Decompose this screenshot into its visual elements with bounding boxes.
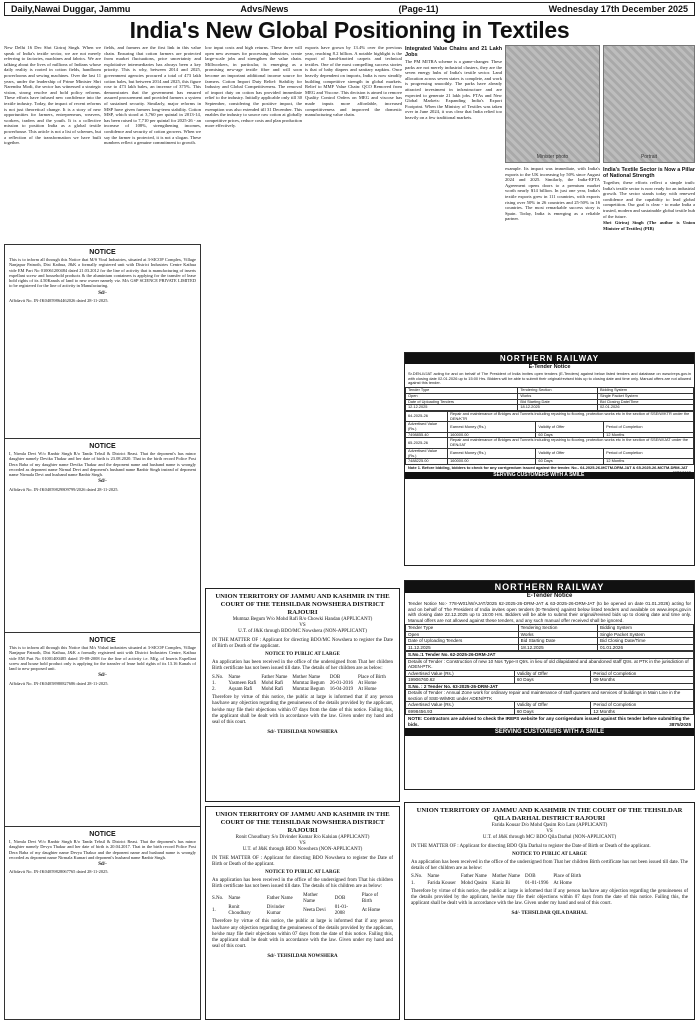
table-cell: 1.: [212, 908, 216, 914]
table-cell: At Home: [553, 880, 572, 886]
notice-signature: Sd/-: [98, 862, 107, 868]
portrait-photo: [603, 45, 695, 163]
table-cell: 01-01-2008: [334, 905, 349, 917]
article-column-3: [205, 45, 302, 235]
children-table: [212, 893, 393, 918]
court-title: UNION TERRITORY OF JAMMU AND KASHMIR IN THE COURT OF THE TEHSILDAR NOWSHERA DISTRICT RAJOURI: [215, 593, 390, 616]
table-cell: 12 Months: [591, 708, 694, 715]
table-cell: Kaniz Bi: [492, 880, 511, 886]
masthead-paper-name: Daily,Nawai Duggar, Jammu: [11, 4, 131, 14]
table-cell: At Home: [358, 687, 377, 693]
subheading: India's Textile Sector is Now a Pillar of National Strength: [603, 167, 695, 179]
table-cell: Open: [406, 631, 519, 638]
article-text: example. Its impact was immediate, with India's exports to the UK increasing by 50% since August 2024 and 2025. Similarly, the India-EFTA Agreement opens doors to a premium market worth nearly $14 billion. In just one year, India's textile exports grew in 111 countries, with exports rising over 50% in 26 countries and 25-50% in 16 countries. The most remarkable success story is Spain. Today, India is emerging as a reliable partner.: [505, 166, 600, 222]
table-cell: Mohd Rafi: [261, 687, 284, 693]
table-cell: Bid Starting Date: [518, 638, 597, 645]
article-text: New Delhi 16 Dec Shri Giriraj Singh. When we speak of India's textile sector, we are not merely referring to factories, machines and fabrics. We are talking about the lives of millions of Indians whose daily reality is rooted in cotton fields, handloom powerlooms and sewing machines. Over the last 11 years, under the leadership of Prime Minister Shri Narendra Modi, the sector has witnessed a strategic vision, strong resolve and bold policy reforms. These efforts have infused new confidence into the textile industry. Today, the impact of recent reforms is not just theoretical change. It is a story of new opportunities for farmers, entrepreneurs, weavers, workers, traders and the youth. It is a collective mission to position India as a global textile powerhouse. This article is not a list of schemes, but a reflection of the transformation we have built together.: [4, 45, 101, 146]
court-heading: NOTICE TO PUBLIC AT LARGE: [512, 851, 587, 857]
table-cell: Validity of Offer: [536, 422, 604, 432]
railway-subtitle: E-Tender Notice: [526, 593, 573, 599]
subheading: Integrated Value Chains and 21 Lakh Jobs: [405, 46, 502, 58]
masthead-section: Advs/News: [240, 4, 289, 14]
court-matter: IN THE MATTER OF : Applicant for directing BDO/MC Nowshera to register the Date of Birth or Death of the applicant.: [212, 637, 393, 649]
notice-title: NOTICE: [89, 831, 116, 838]
table-cell: 26-01-2016: [329, 680, 354, 686]
table-cell: 65-2025-26: [406, 438, 448, 448]
railway-title: NORTHERN RAILWAY: [405, 353, 694, 364]
railway-footer: SERVING CUSTOMERS WITH A SMILE: [405, 472, 694, 479]
table-cell: Mother Name: [292, 674, 321, 680]
notice-signature: Sd/-: [98, 673, 107, 679]
table-cell: 01-01-1996: [525, 880, 549, 886]
court-heading: NOTICE TO PUBLIC AT LARGE: [265, 652, 340, 658]
table-cell: Repair and maintenance of Bridges and Tunnels including repairing to flooring, protection works etc in the section of SSE/W/KTR under the DEN/KTR: [448, 411, 694, 421]
notice-signature: Sd/-: [98, 479, 107, 485]
table-cell: At Home: [361, 908, 381, 914]
table-cell: S.No.: [212, 674, 224, 680]
table-cell: S.No.: [411, 874, 423, 880]
notice-title: NOTICE: [89, 637, 116, 644]
railway-note-text: NOTE: Contractors are advised to check the IREPS website for any corrigendum issued against this tender before submitting the bids.: [408, 716, 690, 727]
table-cell: 01.01.2026: [598, 644, 694, 651]
table-cell: 19906760.62: [406, 677, 515, 684]
court-vs: VS: [299, 623, 306, 629]
table-cell: Mother Name: [303, 892, 318, 904]
table-cell: Single Packet System: [598, 631, 694, 638]
court-applicant: Ronit Choudhary S/o Divinder Kumar R/o Kalsian (APPLICANT): [235, 835, 370, 840]
railway-tender-notice-2: [404, 580, 695, 790]
table-cell: 1.: [411, 880, 415, 886]
table-cell: DOB: [525, 874, 536, 880]
table-cell: Advertised Value (Rs.): [406, 670, 515, 677]
table-cell: Works: [518, 393, 598, 399]
notice-box: [5, 245, 200, 439]
table-cell: Ronit Choudhary: [228, 905, 251, 917]
table-cell: Date of Uploading Tenders: [406, 399, 518, 405]
table-cell: 12.12.2025: [406, 405, 518, 411]
notice-box: [5, 633, 200, 827]
court-body: An application has been received in the office of the undersigned from That her children Birth certificate has not been issued till date. The details of her children are as below:: [212, 660, 393, 672]
notice-body: I, Nirmla Devi W/o Ranbir Singh R/o Tanda Tehsil & District Reasi. That the deponent's has minor daughter namely Devika Thakur and her date of birth is 23.08.2020. That in the birth record Police Post Dera Baba of my daughter name Devika Thakur and the deponent name and husband name is wrongly recorded as deponent name Nirmal Devi and deponent's husband name Ranbir Singh instead of deponent name Nirmala Devi and husband name Ranbir Singh.: [9, 451, 196, 478]
table-cell: Period of Completion: [604, 448, 694, 458]
court-respondent: U.T. of J&K through BDO/MC Nowshera (NON-APPLICANT): [238, 629, 367, 635]
notice-box: [5, 827, 200, 1020]
table-cell: 60 Days: [536, 432, 604, 438]
table-cell: 11.12.2025: [406, 644, 519, 651]
article-column-5: [405, 45, 502, 235]
court-notice-2: [205, 806, 400, 1020]
masthead-page-number: (Page-11): [398, 4, 439, 14]
table-cell: Bidding System: [598, 625, 694, 632]
table-cell: 18.12.2025: [518, 644, 597, 651]
table-cell: Divinder Kumar: [266, 905, 285, 917]
notice-affidavit: Affidavit No. IN-JK04058980827686 dated 28-11-2025.: [9, 680, 109, 686]
railway-footer: SERVING CUSTOMERS WITH A SMILE: [405, 728, 694, 736]
court-respondent: U.T. of J&K through BDO Nowshera (NON-APPLICANT): [242, 847, 363, 853]
court-respondent: U.T. of J&K through MC/ BDO Qila Darhal (NON-APPLICANT): [482, 835, 617, 841]
table-cell: DOB: [329, 674, 341, 680]
table-cell: Details of Tender : Annual Zone work for ordinary repair and maintenance of staff quarters and services of buildings in Main Line in the section of SSE-W/MKE under ADEN/PTK: [406, 690, 694, 702]
table-cell: Aqsam Rafi: [228, 687, 253, 693]
article-text: exports have grown by 13.4% over the previous year, reaching 8.2 billion. A notable highlight is the export of hand-knotted carpets and technical textiles. One of the most compelling success stories is that of baby diapers and sanitary napkins. Once heavily dependent on imports, India is now steadily building competitive strength in global markets. Relief to MMF Value Chain: QCO Removed from MEG and Viscose. This decision is aimed to remove Quality Control Orders on MEG and viscose has made inputs more affordable, increased competitiveness and improved the domestic manufacturing value chain.: [305, 45, 402, 118]
article-text: low input costs and high returns. These three will open new avenues for processing industries, create large-scale jobs and strengthen the value chain. Millworkers, in particular, is emerging as a promising new-age textile fibre and will soon become an important additional income source for farmers. Cotton Import Duty Relief: Stability for Industry and Global Competitiveness. The removal of import duty on cotton has provided immediate relief to the industry. Initially applicable only till 30 September, considering the positive impact, the exemption was also extended till 31 December. This enables the industry to source raw cotton at globally competitive prices, reduce costs and plan production more effectively.: [205, 45, 302, 129]
table-cell: Validity of Offer: [536, 448, 604, 458]
court-body: An application has been received in the office of the undersigned from That his children Birth certificate has not been issued till date. The details of his children are as below:: [212, 878, 393, 890]
court-closing: Therefore by virtue of this notice, the public at large is informed that if any person has/have any objection regarding the genuineness of the details provided by the applicant, he/she may file their objections within 07 days from the date of this notice. Failing this, the applicant shall be dealt with in accordance with the law. Given under my hand and seal of this court.: [411, 888, 688, 907]
railway-tender-notice-1: [404, 352, 695, 566]
table-cell: Place of Birth: [361, 892, 379, 904]
page-headline: India's New Global Positioning in Textiles: [129, 17, 570, 43]
table-cell: Bid Closing Date/Time: [598, 638, 694, 645]
table-cell: S.No.:1 Tender No. 62-2025-26-DRM-JAT: [406, 652, 694, 659]
court-notice-1: [205, 588, 400, 802]
article-column-1: [4, 45, 101, 241]
railway-items-table: [405, 411, 694, 465]
table-cell: 02.01.2026: [598, 405, 694, 411]
table-cell: 6998456.93: [406, 708, 515, 715]
masthead-date: Wednesday 17th December 2025: [548, 4, 688, 14]
table-cell: At Home: [358, 680, 377, 686]
table-cell: Validity of Offer: [514, 702, 591, 709]
notice-title: NOTICE: [89, 249, 116, 256]
article-column-6: [505, 166, 600, 235]
article-text: Together, these efforts reflect a simple truth: India's textile sector is now ready for an industrial growth. The sector stands today with renewed confidence and the capability to lead global competition. Our goal is clear - to make India a trusted, modern and sustainable global textile hub of the future.: [603, 180, 695, 219]
table-cell: Mohd Rafi: [261, 680, 284, 686]
author-byline: Shri Giriraj Singh (The author is Union Minister of Textiles) (PIB): [603, 220, 695, 231]
table-cell: 7488225.00: [406, 459, 448, 465]
court-closing: Therefore by virtue of this notice, the public at large is informed that if any person has/have any objection regarding the genuineness of the details provided by the applicant, he/she may file their objections within 07 days from the date of this notice. Failing this, the applicant shall be dealt with in accordance with the law. Given under my hand and seal of this court.: [212, 919, 393, 950]
railway-title: NORTHERN RAILWAY: [405, 581, 694, 593]
table-cell: Yasmeen Rafi: [228, 680, 257, 686]
table-cell: S.No. : 2 Tender No. 63-2025-26-DRM-JAT: [406, 683, 694, 690]
table-cell: Father Name: [266, 895, 293, 901]
notice-affidavit: Affidavit No. IN-JK04059828067765 dated 28-11-2025.: [9, 869, 109, 875]
table-cell: Bid Closing Date/Time: [598, 399, 694, 405]
table-cell: Works: [518, 631, 597, 638]
table-cell: Name: [228, 674, 241, 680]
table-cell: Bidding System: [598, 388, 694, 394]
table-cell: 18.12.2025: [518, 405, 598, 411]
table-cell: Single Packet System: [598, 393, 694, 399]
table-cell: Period of Completion: [591, 670, 694, 677]
table-cell: 12 Months: [604, 432, 694, 438]
court-signature: Sd/- TEHSILDAR NOWSHERA: [267, 954, 338, 960]
article-text: The PM MITRA scheme is a game-changer. These parks are not merely industrial clusters, they are the seven energy hubs of India's textile sector. Land allocation across seven states is complete, and work is progressing smoothly. The parks have already attracted investment in infrastructure and are expected to generate 21 lakh jobs. FTAs and New Global Markets: Expanding India's Export Footprint. When the Ministry of Textiles was taken over in June 2024, it was clear that India relied too heavily on a few traditional markets.: [405, 59, 502, 120]
table-cell: Advertised Value (Rs.): [406, 702, 515, 709]
table-cell: Period of Completion: [604, 422, 694, 432]
notice-body: I, Nirmla Devi W/o Ranbir Singh R/o Tanda Tehsil & District Reasi. That the deponent's has minor daughter namely Devya Thakur and her date of birth is 20.04.2017. That in the birth record Police Post Dera Baba of my daughter name Devya Thakur and the deponent name and husband name is wrongly recorded as deponent name Nirmala Kumari and deponent's husband name Ranbir Singh.: [9, 839, 196, 860]
table-cell: Mumtaz Begum: [292, 687, 325, 693]
article-text: fields, and farmers are the first link in this value chain. Ensuring that cotton farmers are protected from market fluctuations, price uncertainty and exploitative intermediaries has always been a key priority. This is why, between 2014 and 2025, government agencies procured a total of 473 lakh cotton bales, but between 2014 and 2025, this figure rose to 473 lakh bales, an increase of 375%. This demonstrates that the government has ensured assured procurement and provided farmers a system of sustained security. Similarly, major reforms in MSP have given farmers long-term stability. Cotton MSP, which stood at 3,760 per quintal in 2013-14, has been raised to 7,710 per quintal for 2025-26 - an increase of 108%, strengthening incomes, confidence and security of cotton growers. When we say the farmer is protected, it is not a slogan. These numbers reflect a genuine commitment to growth.: [104, 45, 201, 146]
table-cell: 64-2025-26: [406, 411, 448, 421]
table-cell: Earnest Money (Rs.): [448, 448, 536, 458]
children-table: [212, 675, 391, 694]
table-cell: 60 Days: [536, 459, 604, 465]
table-cell: Period of Completion: [591, 702, 694, 709]
table-cell: Open: [406, 393, 518, 399]
notice-affidavit: Affidavit No. IN-JK04059864462026 dated 28-11-2025.: [9, 298, 109, 304]
railway-items-table: [405, 651, 694, 715]
table-cell: Mohd Qasim: [460, 880, 488, 886]
table-cell: Tendering Section: [518, 625, 597, 632]
table-cell: Advertised Value (Rs.): [406, 448, 448, 458]
table-cell: 160000.00: [448, 432, 536, 438]
court-title: UNION TERRITORY OF JAMMU AND KASHMIR IN THE COURT OF THE TEHSILDAR QILA DARHAL DISTRICT RAJOURI: [416, 807, 683, 822]
court-body: An application has been received in the office of the undersigned from That her children Birth certificate has not been issued till date. The details of her children are as below:: [411, 860, 688, 872]
table-cell: Tender Type: [406, 388, 518, 394]
article-column-7: [603, 166, 695, 235]
court-vs: VS: [299, 841, 306, 847]
table-cell: Date of Uploading Tenders: [406, 638, 519, 645]
table-cell: Repair and maintenance of Bridges and Tunnels including repairing to flooring, protection works etc in the section of SSE/W/JAT under the DEN/JAT: [448, 438, 694, 448]
table-cell: Advertised Value (Rs.): [406, 422, 448, 432]
table-cell: Place of Birth: [553, 874, 582, 880]
railway-body-text: Tender Notice No:- 778-W01/W/AJAT/2025 62-2025-26-DRM-JAT & 63-2025-26-DRM-JAT (to be opened on date 01.01.2026) acting for and on behalf of The President of India invites open tenders (E-Tenders) against below listed tenders and available on www.ireps.gov.in with closing date 22.12.2025 up to 15:00 Hrs. Bidders will be able to submit their original/revised bids up to closing date and time only. Manual offers are not allowed against these tenders, and any such manual offer received shall be ignored.: [408, 601, 691, 623]
court-notice-3: [404, 802, 695, 1020]
notice-title: NOTICE: [89, 443, 116, 450]
minister-photo: [505, 45, 600, 163]
court-title: UNION TERRITORY OF JAMMU AND KASHMIR IN THE COURT OF THE TEHSILDAR NOWSHERA DISTRICT RAJOURI: [215, 811, 390, 834]
railway-tender-table: [405, 624, 694, 651]
table-cell: Name: [228, 895, 241, 901]
table-cell: DOB: [334, 895, 346, 901]
notice-body: This is to inform all through this Notice that M/s Vishal industries situated at 3-SICOP Complex, Village Nanjapur Patnoth, Dist Kathua, J&K a formally registered unit with District Industries Centre, Kathua vide EM Part No 01001400485 dated 19-08-2008 for the line of activity i.e. Mfg. of Inserts Expellant screw and house hold product only is applying for the transfer of lease hold rights of its 13.16 Kanals of land to new proposed unit.: [9, 645, 196, 672]
railway-tender-table: [405, 387, 694, 411]
railway-note-text: Note 1. Before bidding, bidders to check for any corrigendum issued against the tender. No.- 64-2025-26-MCTM-DRM-JAT & 65-2025-26-MCTM-DRM-JAT: [408, 464, 688, 470]
children-table: [411, 874, 586, 886]
railway-note: [405, 715, 694, 728]
article-column-4: [305, 45, 402, 235]
table-cell: 12 Months: [604, 459, 694, 465]
table-cell: 1.: [212, 680, 216, 686]
table-cell: Farida Kouser: [427, 880, 456, 886]
table-cell: Father Name: [460, 874, 487, 880]
table-cell: 7498855.40: [406, 432, 448, 438]
table-cell: Place of Birth: [358, 674, 386, 680]
notices-column: [4, 244, 201, 1020]
photo-label: Portrait: [640, 154, 658, 160]
railway-ref: 3875/2025: [669, 721, 691, 727]
table-cell: Father Name: [261, 674, 288, 680]
table-cell: S.No.: [212, 895, 224, 901]
court-heading: NOTICE TO PUBLIC AT LARGE: [265, 870, 340, 876]
court-matter: IN THE MATTER OF : Applicant for directing BDO Nowshera to register the Date of Birth or Death of the applicant.: [212, 855, 393, 867]
masthead-bar: [4, 2, 695, 16]
table-cell: 60 Days: [514, 677, 591, 684]
court-signature: Sd/- TEHSILDAR QILA DARHAL: [511, 911, 588, 917]
railway-body-text: Sr.DEN-II/JAT acting for and on behalf of The President of India invites open tenders (E-Tenders) against below listed tenders and database on www.ireps.gov.in with closing date 02.01.2026 up to 15:00 Hrs. Bidders will be able to submit their original/revised bids up to closing date and time only. Manual offers are not allowed against this tender.: [408, 371, 691, 386]
court-applicant: Farida Kousar D/o Mohd Qasim R/o Lam (APPLICANT): [491, 823, 608, 828]
table-cell: Neeta Devi: [303, 908, 326, 914]
table-cell: 60 Days: [514, 708, 591, 715]
photo-label: Minister photo: [536, 154, 569, 160]
notice-box: [5, 439, 200, 633]
table-cell: Tendering Section: [518, 388, 598, 394]
court-vs: VS: [546, 829, 553, 835]
notice-body: This is to inform all through this Notice that M/S Viral Industries, situated at 3-SICOP Complex, Village Nanjapur Patnoth, Dist Kathua, J&K a formally registered unit with District Industries Centre Kathua vide EM Part No 010061200484 dated 21.03.2012 for the line of activity that is manufacturing of inserts expellant screw and household products & the aluminium containers is applying for the transfer of lease hold rights of its 4.50Kanals of land to new owner namely viz. M/s GSP SCIENCE PRIVATE LIMITED to be registered for the line of activity in Manufacturing.: [9, 257, 196, 289]
notice-signature: Sd/-: [98, 290, 107, 296]
table-cell: Mumtaz Begum: [292, 680, 325, 686]
court-applicant: Mumtaz Begum W/o Mohd Rafi R/o Chowki Handan (APPLICANT): [232, 617, 373, 622]
table-cell: 09 Months: [591, 677, 694, 684]
railway-subtitle: E-Tender Notice: [528, 364, 571, 370]
table-cell: Validity of Offer: [514, 670, 591, 677]
notice-affidavit: Affidavit No. IN-JK04059829809799/2026 dated 28-11-2025.: [9, 486, 119, 492]
table-cell: 2.: [212, 687, 216, 693]
table-cell: 16-04-2019: [329, 687, 354, 693]
table-cell: Tender Type: [406, 625, 519, 632]
table-cell: Mother Name: [492, 874, 521, 880]
court-signature: Sd/- TEHSILDAR NOWSHERA: [267, 730, 338, 736]
table-cell: Bid Starting Date: [518, 399, 598, 405]
table-cell: Name: [427, 874, 440, 880]
table-cell: 160000.00: [448, 459, 536, 465]
court-closing: Therefore by virtue of this notice, the public at large is informed that if any person has/have any objection regarding the genuineness of the details provided by the applicant, he/she may file their objections within 07 days from the date of this notice. Failing this, the applicant shall be dealt with in accordance with the law. Given under my hand and seal of this court.: [212, 695, 393, 726]
court-matter: IN THE MATTER OF : Applicant for directing BDO Qila Darhal to register the Date of Birth or Death of the applicant.: [411, 843, 651, 849]
railway-ref: 3876/2025: [672, 469, 691, 475]
article-column-2: [104, 45, 201, 241]
table-cell: Earnest Money (Rs.): [448, 422, 536, 432]
table-cell: Details of Tender : Construction of new 10 Nos Type-II Qtrs. in lieu of old dilapidated and abandoned staff Qtrs. at PTK in the jurisdiction of ADEN-PTK.: [406, 658, 694, 670]
